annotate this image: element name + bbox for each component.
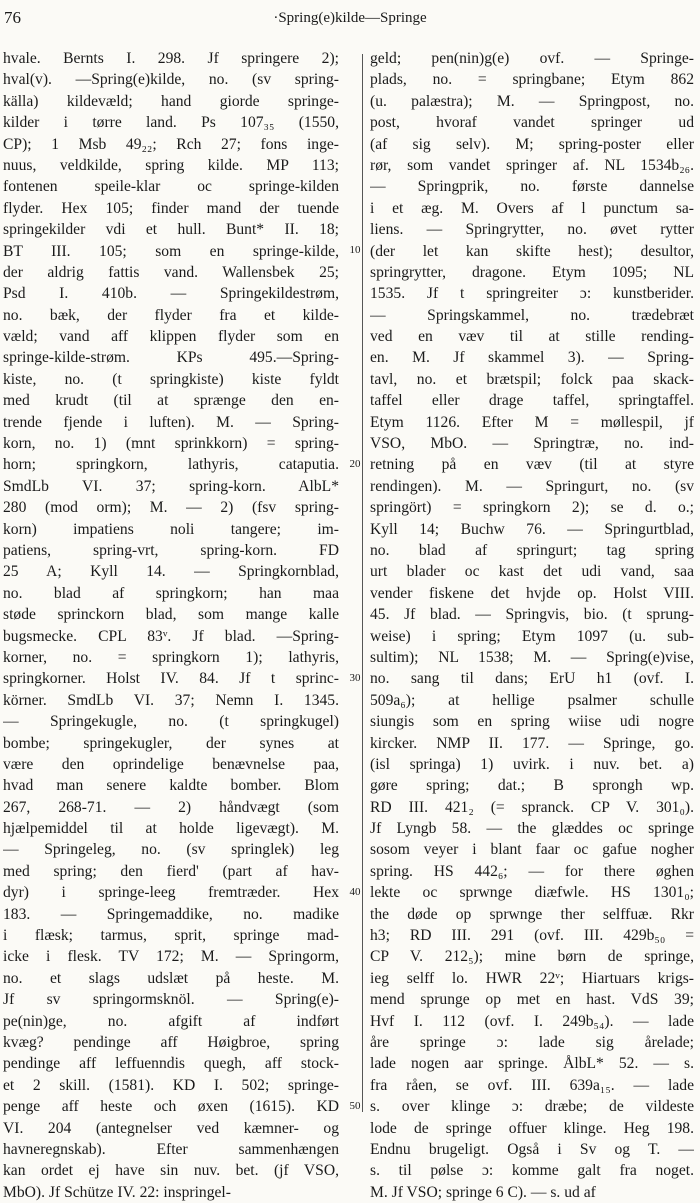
text-line: sosom veyer i blant faar oc gafue nogher (370, 841, 694, 859)
text-line: korn) impatiens noli tangere; im- (3, 520, 339, 538)
text-line: kircker. NMP II. 177. — Springe, go. (370, 734, 694, 752)
text-line: springekilder vdi et hull. Bunt* II. 18; (3, 221, 339, 239)
text-line: 267, 268-71. — 2) håndvægt (som (3, 798, 339, 816)
text-line: Jf sv springormsknöl. — Spring(e)- (3, 991, 339, 1009)
text-line: CP); 1 Msb 49₂₂; Rch 27; fons inge- (3, 135, 339, 153)
text-line: Etym 1126. Efter M = møllespil, jf (370, 413, 694, 431)
text-line: CP V. 212₅); mine børn de springe, (370, 948, 694, 966)
text-line: no. sang til dans; ErU h1 (ovf. I. (370, 670, 694, 688)
column-divider (362, 54, 363, 1112)
text-line: — Springprik, no. første dannelse (370, 178, 694, 196)
text-line: Psd I. 410b. — Springekildestrøm, (3, 285, 339, 303)
text-line: spring. HS 442₆; — for there øghen (370, 862, 694, 880)
text-line: no. et slags udslæt på heste. M. (3, 969, 339, 987)
text-line: en. M. Jf skammel 3). — Spring- (370, 349, 694, 367)
text-line: 45. Jf blad. — Springvis, bio. (t sprung- (370, 606, 694, 624)
text-line: horn; springkorn, lathyris, cataputia. (3, 456, 339, 474)
text-line: hval(v). —Spring(e)kilde, no. (sv spring- (3, 71, 339, 89)
text-line: lekte oc sprwnge diæfwle. HS 1301₀; (370, 884, 694, 902)
text-line: rendingen). M. — Springurt, no. (sv (370, 477, 694, 495)
text-line: nuus, veldkilde, spring kilde. MP 113; (3, 156, 339, 174)
page-header (0, 6, 700, 34)
text-line: Endnu brugeligt. Også i Sv og T. — (370, 1140, 694, 1158)
text-line: tavl, no. et brætspil; folck paa skack- (370, 370, 694, 388)
text-line: kilder i tørre land. Ps 107₃₅ (1550, (3, 114, 339, 132)
right-column (370, 48, 694, 1203)
text-line: Jf Lyngb 58. — the glæddes oc springe (370, 820, 694, 838)
text-line: s. over klinge ɔ: dræbe; de vildeste (370, 1098, 694, 1116)
text-line: RD III. 421₂ (= spranck. CP V. 301₀). (370, 798, 694, 816)
line-number: 40 (349, 885, 361, 898)
text-line: (u. palæstra); M. — Springpost, no. (370, 92, 694, 110)
text-line: 25 A; Kyll 14. — Springkornblad, (3, 563, 339, 581)
text-line: kiste, no. (t springkiste) kiste fyldt (3, 370, 339, 388)
text-line: sultim); NL 1538; M. — Spring(e)vise, (370, 648, 694, 666)
text-line: siungis som en spring wiise udi nogre (370, 713, 694, 731)
line-number: 30 (349, 671, 361, 684)
text-line: lode de springe offuer klinge. Heg 198. (370, 1119, 694, 1137)
text-line: 183. — Springemaddike, no. madike (3, 905, 339, 923)
text-line: no. blad af springurt; tag spring (370, 541, 694, 559)
text-line: Kyll 14; Buchw 76. — Springurtblad, (370, 520, 694, 538)
text-line: retning på en væv (til at styre (370, 456, 694, 474)
text-line: no. bæk, der flyder fra et kilde- (3, 306, 339, 324)
text-line: VI. 204 (antegnelser ved kæmner- og (3, 1119, 339, 1137)
text-line: bugsmecke. CPL 83ᵛ. Jf blad. —Spring- (3, 627, 339, 645)
line-number: 10 (349, 243, 361, 256)
text-line: med spring; den fierd' (part af hav- (3, 862, 339, 880)
text-line: fontenen speile-klar oc springe-kilden (3, 178, 339, 196)
text-line: no. blad af springkorn; han maa (3, 584, 339, 602)
running-head: ·Spring(e)kilde—Springe (273, 10, 427, 26)
text-line: ieg selff lo. HWR 22ᵛ; Hiartuars krigs- (370, 969, 694, 987)
line-number: 50 (349, 1099, 361, 1112)
text-line: gøre spring; dat.; B sprongh wp. (370, 777, 694, 795)
text-line: post, hvoraf vandet springer ud (370, 114, 694, 132)
text-line: kvæg? pendinge aff Høigbroe, spring (3, 1033, 339, 1051)
text-line: weise) i spring; Etym 1097 (u. sub- (370, 627, 694, 645)
text-line: springrytter, dragone. Etym 1095; NL (370, 263, 694, 281)
text-line: SmdLb VI. 37; spring-korn. AlbL* (3, 477, 339, 495)
page-number: 76 (4, 8, 21, 27)
text-line: der aldrig fattis vand. Wallensbek 25; (3, 263, 339, 281)
text-line: — Springekugle, no. (t springkugel) (3, 713, 339, 731)
text-line: springört) = springkorn 2); se d. o.; (370, 499, 694, 517)
text-line: hjælpemiddel til at holde ligevægt). M. (3, 820, 339, 838)
text-line: 1535. Jf t springreiter ɔ: kunstberider. (370, 285, 694, 303)
text-line: taffel eller drage taffel, springtaffel. (370, 392, 694, 410)
text-line: the døde op sprwnge ther selffuæ. Rkr (370, 905, 694, 923)
text-line: støde sprinckorn blad, som mange kalle (3, 606, 339, 624)
text-line: icke i flesk. TV 172; M. — Springorm, (3, 948, 339, 966)
text-line: urt blader oc kast det udi vand, saa (370, 563, 694, 581)
text-line: VSO, MbO. — Springtræ, no. ind- (370, 435, 694, 453)
text-line: korn, no. 1) (mnt sprinkkorn) = spring- (3, 435, 339, 453)
text-line: liens. — Springrytter, no. øvet rytter (370, 221, 694, 239)
text-line: 280 (mod orm); M. — 2) (fsv spring- (3, 499, 339, 517)
text-line: penge aff heste och øxen (1615). KD (3, 1098, 339, 1116)
left-column (3, 48, 339, 1203)
text-line: hvad man senere kaldte bomber. Blom (3, 777, 339, 795)
text-line: (af sig selv). M; spring-poster eller (370, 135, 694, 153)
text-line: ved en væv til at stille rending- (370, 328, 694, 346)
text-line: MbO). Jf Schütze IV. 22: inspringel- (3, 1183, 231, 1201)
text-line: M. Jf VSO; springe 6 C). — s. ud af (370, 1183, 596, 1201)
text-line: trende fjende i luften). M. — Spring- (3, 413, 339, 431)
text-line: (isl springa) 1) uvirk. i nuv. bet. a) (370, 755, 694, 773)
text-line: pendinge aff leffuenndis quegh, aff stock- (3, 1055, 339, 1073)
text-line: Hvf I. 112 (ovf. I. 249b₅₄). — lade (370, 1012, 694, 1030)
text-line: springkorner. Holst IV. 84. Jf t sprinc- (3, 670, 339, 688)
text-line: flyder. Hex 105; finder mand der tuende (3, 199, 339, 217)
text-line: (der let kan skifte hest); desultor, (370, 242, 694, 260)
text-line: væld; vand aff klippen flyder som en (3, 328, 339, 346)
text-line: havneregnskab). Efter sammenhængen (3, 1140, 339, 1158)
text-line: patiens, spring-vrt, spring-korn. FD (3, 541, 339, 559)
text-line: — Springskammel, no. trædebræt (370, 306, 694, 324)
text-line: bombe; springekugler, der synes at (3, 734, 339, 752)
text-line: geld; pen(nin)g(e) ovf. — Springe- (370, 50, 694, 67)
text-line: 509a₆); at hellige psalmer schulle (370, 691, 694, 709)
text-line: med krudt (til at sprænge den en- (3, 392, 339, 410)
text-line: källa) kildevæld; hand giorde springe- (3, 92, 339, 110)
text-line: et 2 skill. (1581). KD I. 502; springe- (3, 1076, 339, 1094)
text-line: vender fiskene det hvjde op. Holst VIII. (370, 584, 694, 602)
text-line: mend sprunge op met en hast. VdS 39; (370, 991, 694, 1009)
text-line: i et æg. M. Overs af l punctum sa- (370, 199, 694, 217)
text-line: i flæsk; tarmus, sprit, springe mad- (3, 927, 339, 945)
text-line: korner, no. = springkorn 1); lathyris, (3, 648, 339, 666)
text-line: fra råen, se ovf. III. 639a₁₅. — lade (370, 1076, 694, 1094)
text-line: plads, no. = springbane; Etym 862 (370, 71, 694, 89)
text-line: lade nogen aar springe. ÅlbL* 52. — s. (370, 1055, 694, 1073)
text-line: rør, som vandet springer af. NL 1534b₂₆. (370, 156, 694, 174)
text-line: springe-kilde-strøm. KPs 495.—Spring- (3, 349, 339, 367)
text-line: — Springeleg, no. (sv springlek) leg (3, 841, 339, 859)
text-line: kan ordet ej have sin nuv. bet. (jf VSO, (3, 1162, 339, 1180)
text-line: körner. SmdLb VI. 37; Nemn I. 1345. (3, 691, 339, 709)
text-line: være den oprindelige benævnelse paa, (3, 755, 339, 773)
line-number: 20 (349, 457, 361, 470)
text-line: h3; RD III. 291 (ovf. III. 429b₅₀ = (370, 927, 694, 945)
text-line: dyr) i springe-leeg fremtræder. Hex (3, 884, 339, 902)
text-line: pe(nin)ge, no. afgift af indført (3, 1012, 339, 1030)
text-line: s. til pølse ɔ: komme galt fra noget. (370, 1162, 694, 1180)
text-line: hvale. Bernts I. 298. Jf springere 2); (3, 50, 339, 67)
text-line: BT III. 105; som en springe-kilde, (3, 242, 339, 260)
text-line: åre springe ɔ: lade sig årelade; (370, 1033, 694, 1051)
